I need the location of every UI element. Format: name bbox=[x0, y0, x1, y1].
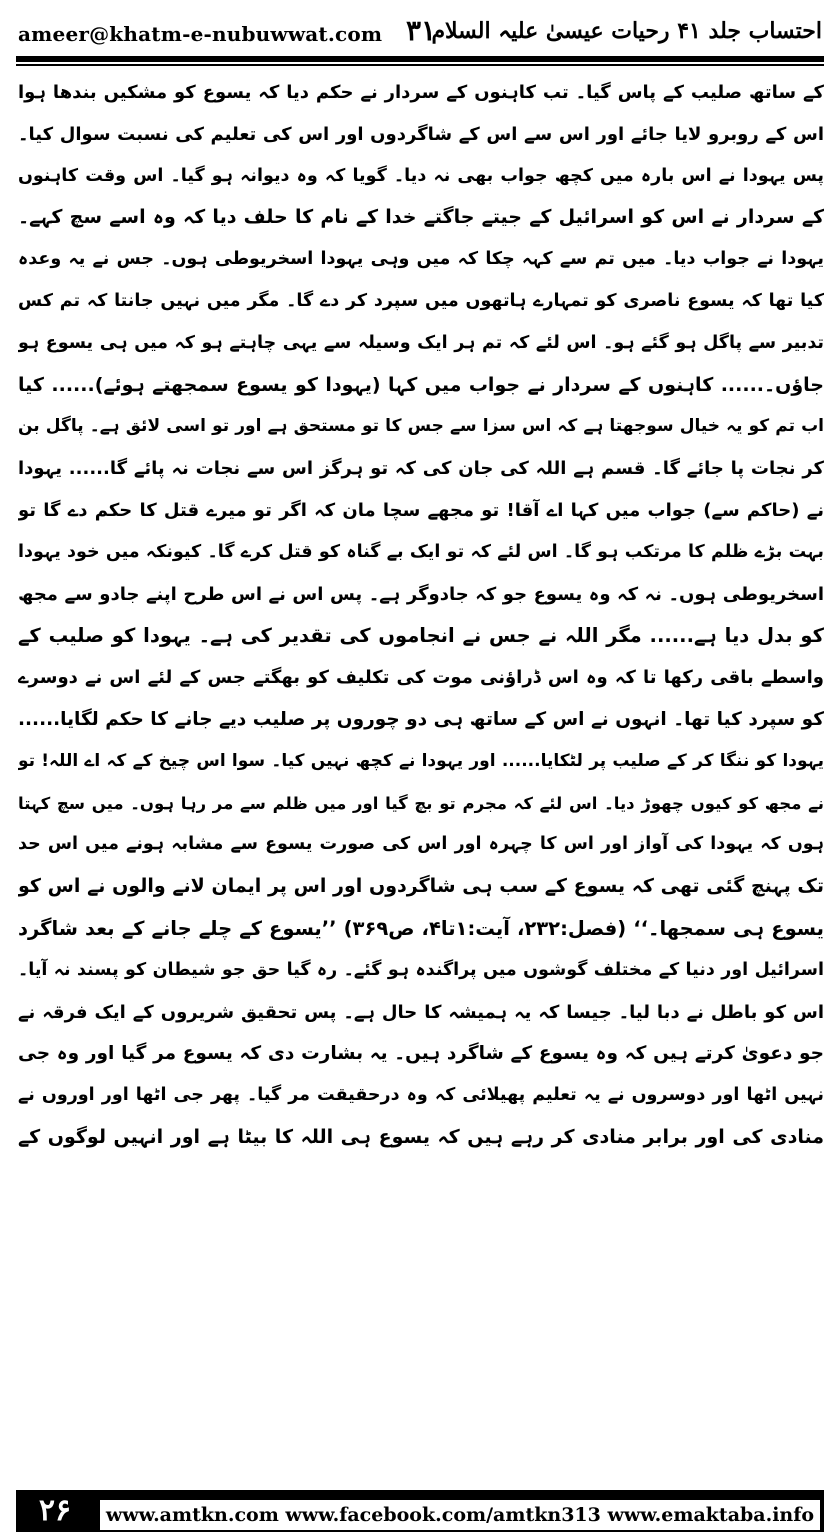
text-line: یسوع ہی سمجھا۔‘‘ (فصل:۲۳۲، آیت:۱تا۴، ص۳۶۹) ’’یسوع کے چلے جانے کے بعد شاگرد bbox=[18, 916, 824, 940]
text-line: نے مجھ کو کیوں چھوڑ دیا۔ اس لئے کہ مجرم تو بچ گیا اور میں ظلم سے مر رہا ہوں۔ میں سچ کہتا bbox=[18, 793, 824, 813]
page-header bbox=[16, 0, 824, 52]
text-line: منادی کی اور برابر منادی کر رہے ہیں کہ یسوع ہی اللہ کا بیٹا ہے اور انہیں لوگوں کے bbox=[18, 1125, 824, 1148]
text-line: ہوں کہ یہودا کی آواز اور اس کا چہرہ اور اس کی صورت یسوع سے مشابہ ہونے میں اس حد bbox=[18, 834, 824, 855]
text-line: کو سپرد کیا تھا۔ انہوں نے اس کے ساتھ ہی دو چوروں پر صلیب دیے جانے کا حکم لگایا...... bbox=[18, 708, 824, 730]
header-email: ameer@khatm-e-nubuwwat.com bbox=[18, 22, 383, 46]
footer-page-number: ۲۶ bbox=[38, 1493, 72, 1528]
header-page-number: ۳۱ bbox=[406, 14, 437, 47]
text-line: اسرائیل اور دنیا کے مختلف گوشوں میں پراگندہ ہو گئے۔ رہ گیا حق جو شیطان کو پسند نہ آیا۔ bbox=[18, 959, 824, 980]
footer-links[interactable]: www.amtkn.com www.facebook.com/amtkn313 www.emaktaba.info bbox=[100, 1500, 820, 1530]
text-line: بہت بڑے ظلم کا مرتکب ہو گا۔ اس لئے کہ تو ایک بے گناہ کو قتل کرے گا۔ کیونکہ میں خود یہودا bbox=[18, 541, 824, 562]
text-line: پس یہودا نے اس بارہ میں کچھ جواب بھی نہ دیا۔ گویا کہ وہ دیوانہ ہو گیا۔ اس وقت کاہنوں bbox=[18, 165, 824, 186]
text-line: یہودا کو ننگا کر کے صلیب پر لٹکایا...... اور یہودا نے کچھ نہیں کیا۔ سوا اس چیخ کے کہ اے اللہ! تو bbox=[18, 750, 824, 771]
text-line: کر نجات پا جائے گا۔ قسم ہے اللہ کی جان کی کہ تو ہرگز اس سے نجات نہ پائے گا...... یہودا bbox=[18, 458, 824, 480]
text-line: تک پہنچ گئی تھی کہ یسوع کے سب ہی شاگردوں اور اس پر ایمان لانے والوں نے اس کو bbox=[18, 875, 824, 898]
text-line: کو بدل دیا ہے...... مگر اللہ نے جس نے انجاموں کی تقدیر کی ہے۔ یہودا کو صلیب کے bbox=[18, 624, 824, 648]
body-text bbox=[18, 72, 824, 1159]
text-line: واسطے باقی رکھا تا کہ وہ اس ڈراؤنی موت کی تکلیف کو بھگتے جس کے لئے اس نے دوسرے bbox=[18, 667, 824, 689]
text-line: جو دعویٰ کرتے ہیں کہ وہ یسوع کے شاگرد ہیں۔ یہ بشارت دی کہ یسوع مر گیا اور وہ جی bbox=[18, 1043, 824, 1065]
text-line: اس کو باطل نے دبا لیا۔ جیسا کہ یہ ہمیشہ کا حال ہے۔ پس تحقیق شریروں کے ایک فرقہ نے bbox=[18, 1001, 824, 1023]
header-title: احتساب جلد ۴۱ رحیات عیسیٰ علیہ السلام bbox=[431, 18, 822, 44]
text-line: کے ساتھ صلیب کے پاس گیا۔ تب کاہنوں کے سردار نے حکم دیا کہ یسوع کو مشکیں بندھا ہوا bbox=[18, 82, 824, 103]
text-line: نہیں اٹھا اور دوسروں نے یہ تعلیم پھیلائی کہ وہ درحقیقت مر گیا۔ پھر جی اٹھا اور اوروں نے bbox=[18, 1085, 824, 1106]
text-line: کیا تھا کہ یسوع ناصری کو تمہارے ہاتھوں میں سپرد کر دے گا۔ مگر میں نہیں جانتا کہ تم کس bbox=[18, 290, 824, 311]
text-line: تدبیر سے پاگل ہو گئے ہو۔ اس لئے کہ تم ہر ایک وسیلہ سے یہی چاہتے ہو کہ میں ہی یسوع ہو bbox=[18, 332, 824, 353]
text-line: جاؤں۔...... کاہنوں کے سردار نے جواب میں کہا (یہودا کو یسوع سمجھتے ہوئے)...... کیا bbox=[18, 373, 824, 396]
text-line: اس کے روبرو لایا جائے اور اس سے اس کے شاگردوں اور اس کی تعلیم کی نسبت سوال کیا۔ bbox=[18, 123, 824, 145]
text-line: اسخریوطی ہوں۔ نہ کہ وہ یسوع جو کہ جادوگر ہے۔ پس اس نے اس طرح اپنے جادو سے مجھ bbox=[18, 583, 824, 605]
header-rule-thick bbox=[16, 56, 824, 62]
text-line: نے (حاکم سے) جواب میں کہا اے آقا! تو مجھے سچا مان کہ اگر تو میرے قتل کا حکم دے گا تو bbox=[18, 499, 824, 521]
text-line: کے سردار نے اس کو اسرائیل کے جیتے جاگتے خدا کے نام کا حلف دیا کہ وہ اسے سچ کہے۔ bbox=[18, 206, 824, 229]
text-line: یہودا نے جواب دیا۔ میں تم سے کہہ چکا کہ میں وہی یہودا اسخریوطی ہوں۔ جس نے یہ وعدہ bbox=[18, 249, 824, 270]
header-rule-thin bbox=[16, 64, 824, 66]
text-line: اب تم کو یہ خیال سوجھتا ہے کہ اس سزا سے جس کا تو مستحق ہے اور تو اسی لائق ہے۔ پاگل بن bbox=[18, 416, 824, 437]
